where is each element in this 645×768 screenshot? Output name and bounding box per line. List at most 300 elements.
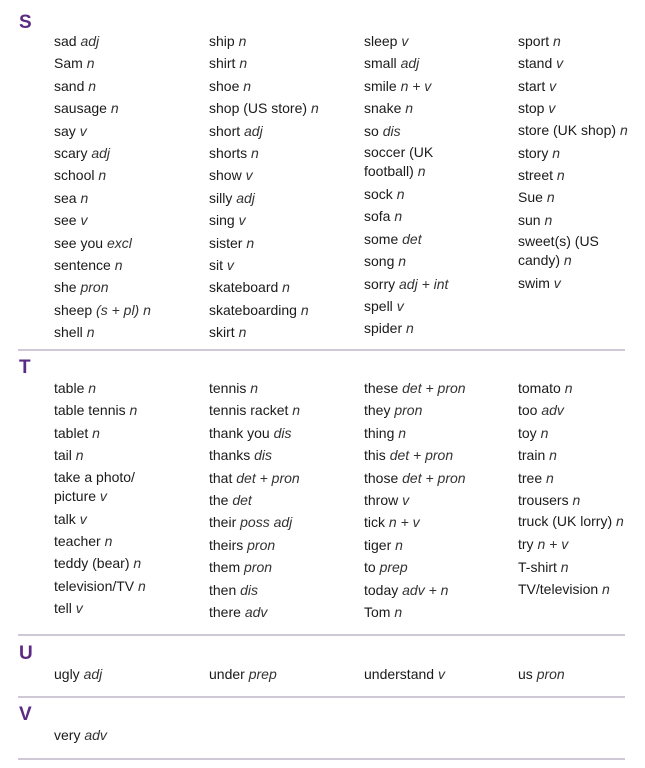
word-entry xyxy=(209,579,359,601)
part-of-speech: n xyxy=(246,234,255,251)
word: swim xyxy=(518,275,550,292)
word-entry xyxy=(518,142,645,164)
word: stop xyxy=(518,100,545,117)
word-entry xyxy=(54,142,204,164)
word-entry xyxy=(518,467,645,489)
word: under xyxy=(209,666,245,682)
word-entry xyxy=(209,444,359,466)
word: tennis xyxy=(209,380,247,396)
word: them xyxy=(209,559,241,576)
word: sheep xyxy=(54,301,93,318)
word-entry xyxy=(364,601,514,623)
word-entry xyxy=(518,52,645,74)
part-of-speech: (s + pl) n xyxy=(96,301,151,318)
word: table tennis xyxy=(54,402,126,419)
word: sea xyxy=(54,189,77,206)
word: tennis racket xyxy=(209,402,289,419)
word-entry xyxy=(518,232,636,270)
part-of-speech: pron xyxy=(536,666,565,682)
word-entry xyxy=(518,272,645,294)
part-of-speech: n xyxy=(564,380,573,396)
word-entry xyxy=(54,444,204,466)
part-of-speech: n xyxy=(80,189,89,206)
part-of-speech: poss adj xyxy=(240,514,293,531)
word: spider xyxy=(364,320,403,337)
word: tablet xyxy=(54,424,89,441)
part-of-speech: pron xyxy=(394,402,423,419)
word-entry xyxy=(54,377,204,399)
section-divider xyxy=(18,634,625,636)
part-of-speech: v xyxy=(548,100,556,117)
section-letter: T xyxy=(19,357,31,378)
word: very xyxy=(54,727,81,743)
word: throw xyxy=(364,492,399,509)
part-of-speech: det xyxy=(232,492,252,509)
word-column xyxy=(518,663,645,685)
word-column xyxy=(54,724,204,746)
part-of-speech: n + v xyxy=(388,514,420,531)
word: thanks xyxy=(209,447,251,464)
word-entry xyxy=(54,120,204,142)
word: start xyxy=(518,77,546,94)
word-entry xyxy=(209,276,359,298)
word: sock xyxy=(364,186,393,203)
part-of-speech: n xyxy=(133,555,142,572)
word: us xyxy=(518,666,533,682)
part-of-speech: dis xyxy=(254,447,273,464)
word-entry xyxy=(54,663,204,685)
word-entry xyxy=(518,422,645,444)
word: small xyxy=(364,55,397,72)
part-of-speech: n xyxy=(616,513,624,530)
word-entry xyxy=(518,444,645,466)
word: smile xyxy=(364,77,397,94)
word-column xyxy=(54,377,204,620)
part-of-speech: n xyxy=(540,424,549,441)
word: television/TV xyxy=(54,577,135,594)
word: theirs xyxy=(209,536,244,553)
word: soccer (UK football) xyxy=(364,144,434,180)
word-entry xyxy=(209,556,359,578)
part-of-speech: det + pron xyxy=(236,469,300,486)
word: shell xyxy=(54,324,83,341)
part-of-speech: adj xyxy=(236,189,255,206)
word-entry xyxy=(209,601,359,623)
word-entry xyxy=(209,254,359,276)
word: sister xyxy=(209,234,243,251)
word-entry xyxy=(54,30,204,52)
part-of-speech: n xyxy=(572,492,581,509)
word-column xyxy=(54,30,204,344)
part-of-speech: n xyxy=(560,558,569,575)
word: sport xyxy=(518,33,550,49)
part-of-speech: dis xyxy=(382,122,401,139)
word-entry xyxy=(209,75,359,97)
word: she xyxy=(54,279,77,296)
word: tomato xyxy=(518,380,561,396)
part-of-speech: n xyxy=(406,320,414,337)
part-of-speech: n xyxy=(552,144,561,161)
word-entry xyxy=(209,299,359,321)
word: too xyxy=(518,402,538,419)
word-entry xyxy=(364,250,514,272)
word: show xyxy=(209,167,242,184)
word-entry xyxy=(364,143,482,181)
word: today xyxy=(364,581,399,598)
word-entry xyxy=(209,489,359,511)
part-of-speech: v xyxy=(226,257,234,274)
word: school xyxy=(54,167,95,184)
part-of-speech: n xyxy=(92,424,100,441)
word: shop (US store) xyxy=(209,100,308,117)
part-of-speech: v xyxy=(396,298,404,315)
word-column xyxy=(54,663,204,685)
word-entry xyxy=(209,534,359,556)
part-of-speech: adj xyxy=(83,666,103,682)
part-of-speech: det xyxy=(402,230,422,247)
part-of-speech: adv xyxy=(541,402,564,419)
part-of-speech: det + pron xyxy=(402,380,466,396)
part-of-speech: n xyxy=(398,424,407,441)
word: stand xyxy=(518,55,553,72)
word: TV/television xyxy=(518,581,599,598)
word: skateboarding xyxy=(209,301,297,318)
word-entry xyxy=(54,575,204,597)
word-column xyxy=(364,663,514,685)
section-letter: V xyxy=(19,704,32,725)
part-of-speech: det + pron xyxy=(389,447,454,464)
word-entry xyxy=(364,556,514,578)
part-of-speech: excl xyxy=(106,234,132,251)
word-entry xyxy=(364,205,514,227)
word-entry xyxy=(518,97,645,119)
part-of-speech: prep xyxy=(379,559,408,576)
word-column xyxy=(209,377,359,623)
part-of-speech: n xyxy=(394,208,403,225)
word: teacher xyxy=(54,533,101,550)
part-of-speech: n xyxy=(398,253,407,270)
part-of-speech: v xyxy=(238,212,246,229)
word-entry xyxy=(364,579,514,601)
part-of-speech: adj xyxy=(400,55,420,72)
word: tiger xyxy=(364,536,392,553)
word: tree xyxy=(518,469,543,486)
word: their xyxy=(209,514,237,531)
word-column xyxy=(518,377,645,601)
word-entry xyxy=(364,377,514,399)
part-of-speech: n xyxy=(396,186,405,203)
word-entry xyxy=(54,468,172,506)
word-entry xyxy=(364,183,514,205)
word: song xyxy=(364,253,395,270)
section-divider xyxy=(18,349,625,351)
word-entry xyxy=(364,467,514,489)
word-entry xyxy=(209,30,359,52)
word: train xyxy=(518,447,546,464)
word-entry xyxy=(54,276,204,298)
word: spell xyxy=(364,298,393,315)
word-entry xyxy=(209,321,359,343)
word-entry xyxy=(209,467,359,489)
word-entry xyxy=(518,578,645,600)
word: skateboard xyxy=(209,279,279,296)
word-entry xyxy=(209,377,359,399)
word: store (UK shop) xyxy=(518,121,617,138)
word-entry xyxy=(54,187,204,209)
part-of-speech: n xyxy=(292,402,301,419)
word: sleep xyxy=(364,33,398,49)
word: street xyxy=(518,167,554,184)
part-of-speech: det + pron xyxy=(402,469,466,486)
word: take a photo/ picture xyxy=(54,468,135,504)
part-of-speech: n + v xyxy=(400,77,432,94)
word: toy xyxy=(518,424,537,441)
part-of-speech: n xyxy=(88,380,97,396)
part-of-speech: adv + n xyxy=(402,581,449,598)
part-of-speech: adj + int xyxy=(399,275,449,292)
part-of-speech: pron xyxy=(247,536,276,553)
word: some xyxy=(364,230,399,247)
word-entry xyxy=(54,530,204,552)
part-of-speech: n xyxy=(619,121,628,138)
word: Tom xyxy=(364,604,391,621)
part-of-speech: pron xyxy=(244,559,273,576)
part-of-speech: n + v xyxy=(537,536,569,553)
part-of-speech: adv xyxy=(244,604,268,621)
word: then xyxy=(209,581,237,598)
section-letter: S xyxy=(19,12,32,33)
part-of-speech: n xyxy=(88,77,97,94)
word-entry xyxy=(364,97,514,119)
word-entry xyxy=(54,508,204,530)
part-of-speech: n xyxy=(546,469,554,486)
part-of-speech: n xyxy=(98,167,107,184)
word: T-shirt xyxy=(518,558,557,575)
word-entry xyxy=(54,422,204,444)
word-entry xyxy=(54,724,204,746)
part-of-speech: n xyxy=(282,279,290,296)
part-of-speech: adj xyxy=(244,122,263,139)
word-entry xyxy=(54,254,204,276)
section-divider xyxy=(18,758,625,760)
part-of-speech: n xyxy=(602,581,610,598)
word-entry xyxy=(364,52,514,74)
part-of-speech: n xyxy=(417,163,426,180)
word-entry xyxy=(364,444,514,466)
word-entry xyxy=(364,534,514,556)
part-of-speech: prep xyxy=(248,666,277,682)
part-of-speech: n xyxy=(310,100,319,117)
word: Sam xyxy=(54,55,83,72)
part-of-speech: dis xyxy=(240,581,259,598)
word-entry xyxy=(518,489,645,511)
word-entry xyxy=(54,97,204,119)
word: sofa xyxy=(364,208,391,225)
word: tell xyxy=(54,600,72,617)
word-column xyxy=(209,30,359,344)
word: sausage xyxy=(54,100,107,117)
word: there xyxy=(209,604,241,621)
word: tail xyxy=(54,447,72,464)
word-entry xyxy=(209,209,359,231)
part-of-speech: v xyxy=(402,492,410,509)
word-entry xyxy=(364,295,514,317)
part-of-speech: n xyxy=(394,604,403,621)
word-entry xyxy=(364,399,514,421)
part-of-speech: v xyxy=(401,33,409,49)
word: these xyxy=(364,380,399,396)
part-of-speech: n xyxy=(239,55,248,72)
word-entry xyxy=(54,552,204,574)
word-entry xyxy=(518,164,645,186)
word-entry xyxy=(54,321,204,343)
word-entry xyxy=(518,121,636,140)
word-entry xyxy=(518,663,645,685)
part-of-speech: n xyxy=(405,100,414,117)
word-entry xyxy=(209,52,359,74)
word: so xyxy=(364,122,379,139)
word-entry xyxy=(54,232,204,254)
part-of-speech: n xyxy=(138,577,146,594)
word-column xyxy=(209,663,359,685)
word-entry xyxy=(209,663,359,685)
word-entry xyxy=(364,228,514,250)
word: sand xyxy=(54,77,85,94)
word-entry xyxy=(364,273,514,295)
word-entry xyxy=(209,232,359,254)
word-entry xyxy=(54,299,204,321)
word: shirt xyxy=(209,55,236,72)
word-column xyxy=(364,30,514,340)
word-entry xyxy=(518,209,645,231)
part-of-speech: dis xyxy=(273,424,292,441)
word-entry xyxy=(364,511,514,533)
word-entry xyxy=(364,489,514,511)
word: thing xyxy=(364,424,395,441)
word-entry xyxy=(518,75,645,97)
word: that xyxy=(209,469,233,486)
word: snake xyxy=(364,100,402,117)
part-of-speech: n xyxy=(544,211,553,228)
word-column xyxy=(364,377,514,623)
word: sun xyxy=(518,211,541,228)
part-of-speech: v xyxy=(79,510,87,527)
word: sad xyxy=(54,33,77,49)
part-of-speech: n xyxy=(556,167,565,184)
part-of-speech: n xyxy=(243,77,252,94)
word-entry xyxy=(54,209,204,231)
word-entry xyxy=(518,512,636,531)
part-of-speech: n xyxy=(546,189,555,206)
part-of-speech: n xyxy=(110,100,119,117)
part-of-speech: n xyxy=(395,536,403,553)
word-entry xyxy=(209,399,359,421)
word-entry xyxy=(518,556,645,578)
word: sentence xyxy=(54,257,111,274)
part-of-speech: n xyxy=(549,447,557,464)
word: scary xyxy=(54,145,88,162)
word: shoe xyxy=(209,77,240,94)
word-entry xyxy=(209,511,359,533)
word: shorts xyxy=(209,145,248,162)
word-entry xyxy=(364,75,514,97)
part-of-speech: v xyxy=(437,666,445,682)
part-of-speech: adv xyxy=(84,727,107,743)
word-entry xyxy=(518,377,645,399)
word: skirt xyxy=(209,324,235,341)
part-of-speech: v xyxy=(99,487,107,504)
word-entry xyxy=(54,52,204,74)
part-of-speech: v xyxy=(75,600,83,617)
word-entry xyxy=(209,97,359,119)
word: sorry xyxy=(364,275,396,292)
word: tick xyxy=(364,514,385,531)
word-entry xyxy=(209,422,359,444)
part-of-speech: adj xyxy=(80,33,100,49)
part-of-speech: n xyxy=(563,252,572,269)
part-of-speech: v xyxy=(245,167,253,184)
word-entry xyxy=(364,30,514,52)
part-of-speech: n xyxy=(86,324,95,341)
word-entry xyxy=(54,399,204,421)
word: talk xyxy=(54,510,76,527)
word: try xyxy=(518,536,534,553)
part-of-speech: adj xyxy=(91,145,111,162)
word-entry xyxy=(209,187,359,209)
word-entry xyxy=(54,164,204,186)
word: ugly xyxy=(54,666,80,682)
part-of-speech: v xyxy=(549,77,557,94)
part-of-speech: n xyxy=(104,533,113,550)
part-of-speech: v xyxy=(553,275,561,292)
part-of-speech: n xyxy=(251,145,259,162)
word-entry xyxy=(364,422,514,444)
word-entry xyxy=(364,120,514,142)
word-entry xyxy=(518,533,645,555)
word: those xyxy=(364,469,399,486)
part-of-speech: n xyxy=(300,301,309,318)
part-of-speech: n xyxy=(250,380,259,396)
part-of-speech: n xyxy=(114,257,123,274)
word-entry xyxy=(518,399,645,421)
word: silly xyxy=(209,189,233,206)
word-entry xyxy=(54,597,204,619)
word: ship xyxy=(209,33,235,49)
word: see you xyxy=(54,234,104,251)
word: understand xyxy=(364,666,435,682)
word: see xyxy=(54,212,77,229)
part-of-speech: pron xyxy=(80,279,109,296)
word: thank you xyxy=(209,424,270,441)
word: sit xyxy=(209,257,223,274)
word: trousers xyxy=(518,492,569,509)
word-entry xyxy=(364,663,514,685)
word-entry xyxy=(364,317,514,339)
part-of-speech: n xyxy=(75,447,84,464)
word: short xyxy=(209,122,241,139)
part-of-speech: n xyxy=(238,33,247,49)
word-column xyxy=(518,30,645,295)
part-of-speech: n xyxy=(129,402,138,419)
word: sing xyxy=(209,212,235,229)
part-of-speech: n xyxy=(553,33,561,49)
word-entry xyxy=(209,164,359,186)
word-entry xyxy=(209,142,359,164)
word: to xyxy=(364,559,376,576)
word-entry xyxy=(209,120,359,142)
word: teddy (bear) xyxy=(54,555,130,572)
part-of-speech: v xyxy=(79,122,87,139)
